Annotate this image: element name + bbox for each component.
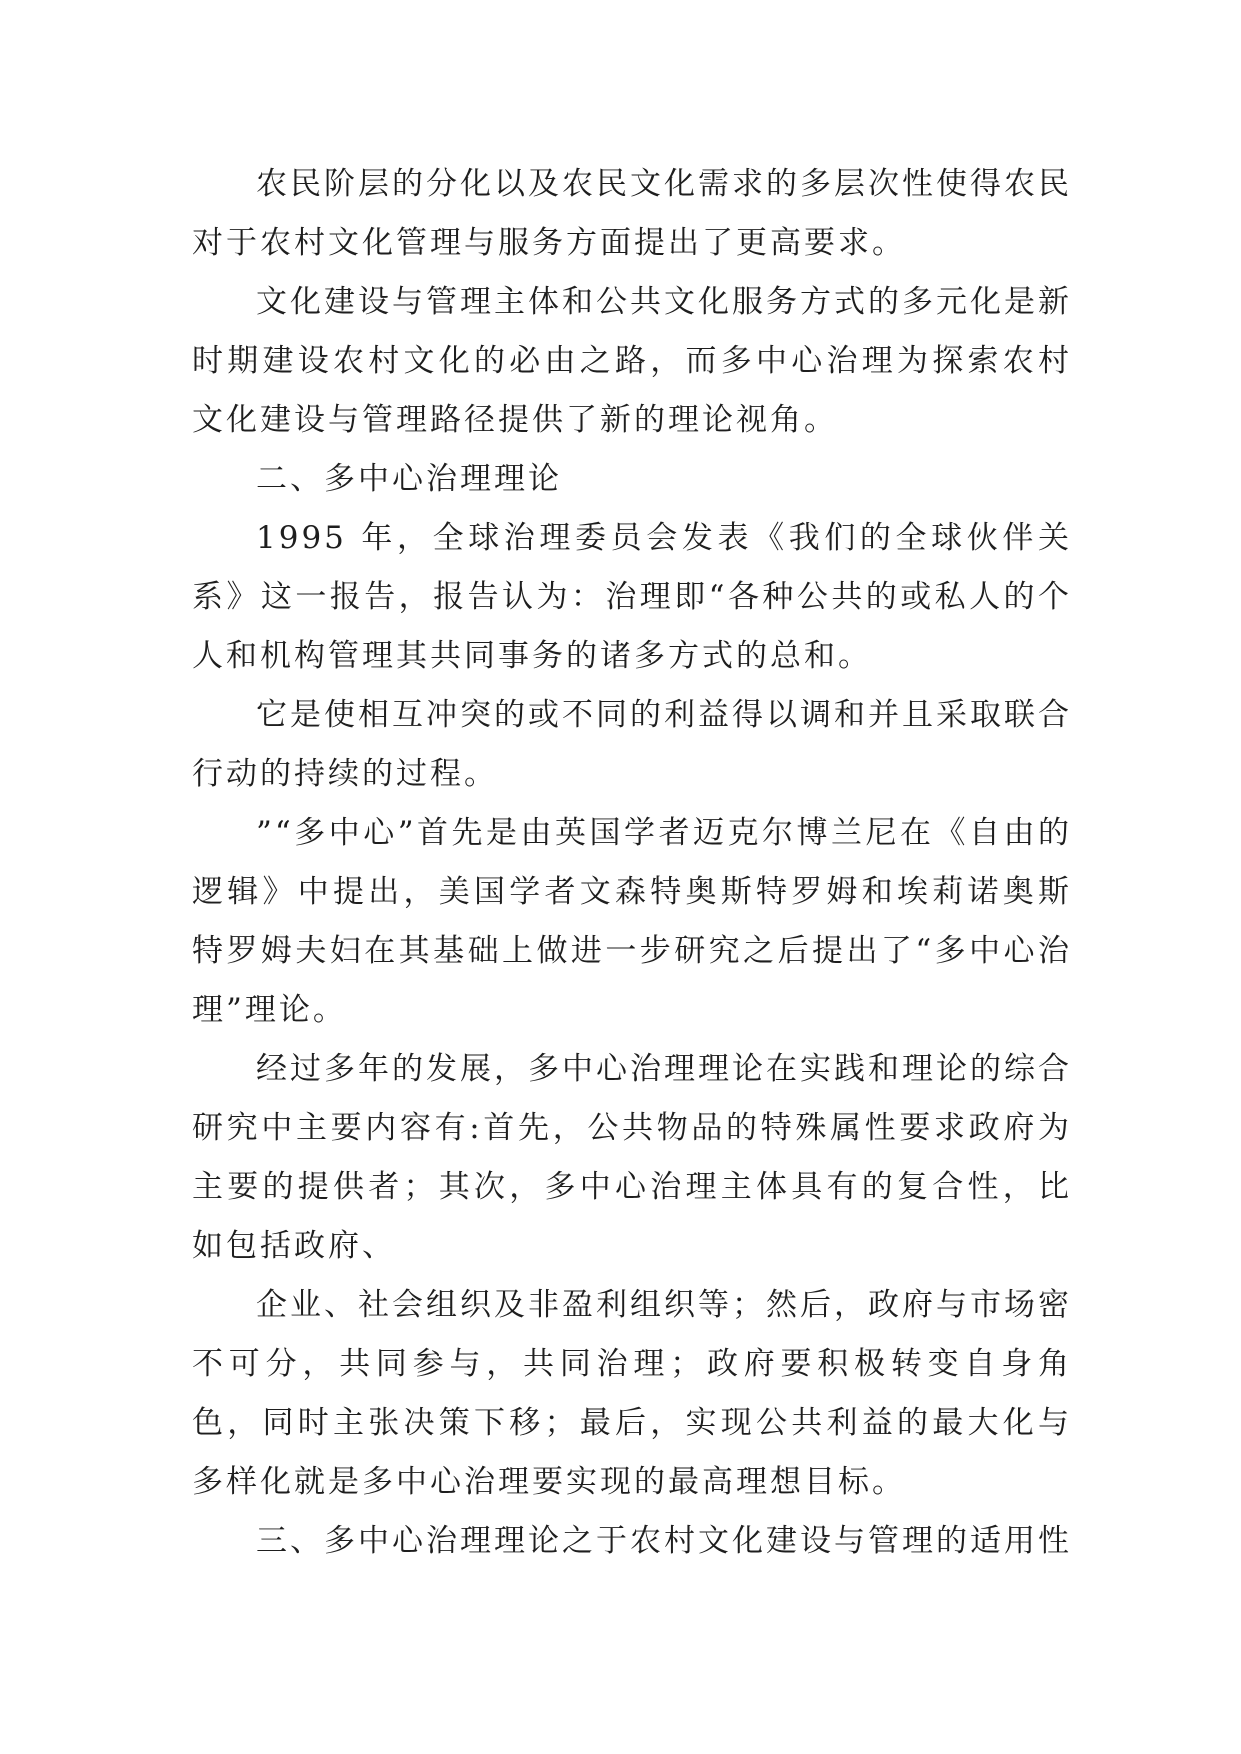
paragraph-governance-process: 它是使相互冲突的或不同的利益得以调和并且采取联合行动的持续的过程。 — [192, 697, 1072, 792]
paragraph-global-governance-1995: 1995 年，全球治理委员会发表《我们的全球伙伴关系》这一报告，报告认为：治理即“各种公共的或私人的个人和机构管理其共同事务的诸多方式的总和。 — [192, 520, 1072, 674]
paragraph-diversification: 文化建设与管理主体和公共文化服务方式的多元化是新时期建设农村文化的必由之路，而多中心治理为探索农村文化建设与管理路径提供了新的理论视角。 — [192, 284, 1072, 438]
paragraph-polycentric-goals: 企业、社会组织及非盈利组织等；然后，政府与市场密不可分，共同参与，共同治理；政府要积极转变自身角色，同时主张决策下移；最后，实现公共利益的最大化与多样化就是多中心治理要实现的最高理想目标。 — [192, 1287, 1072, 1500]
section-heading-2: 二、多中心治理理论 — [256, 461, 562, 497]
section-heading-3: 三、多中心治理理论之于农村文化建设与管理的适用性 — [256, 1523, 1072, 1559]
document-body — [192, 155, 1072, 1571]
paragraph-polycentric-content: 经过多年的发展，多中心治理理论在实践和理论的综合研究中主要内容有:首先，公共物品的特殊属性要求政府为主要的提供者；其次，多中心治理主体具有的复合性，比如包括政府、 — [192, 1051, 1072, 1264]
paragraph-farmer-stratification: 农民阶层的分化以及农民文化需求的多层次性使得农民对于农村文化管理与服务方面提出了更高要求。 — [192, 166, 1072, 261]
paragraph-polycentric-origin: ”“多中心”首先是由英国学者迈克尔博兰尼在《自由的逻辑》中提出，美国学者文森特奥斯特罗姆和埃莉诺奥斯特罗姆夫妇在其基础上做进一步研究之后提出了“多中心治理”理论。 — [192, 815, 1072, 1028]
